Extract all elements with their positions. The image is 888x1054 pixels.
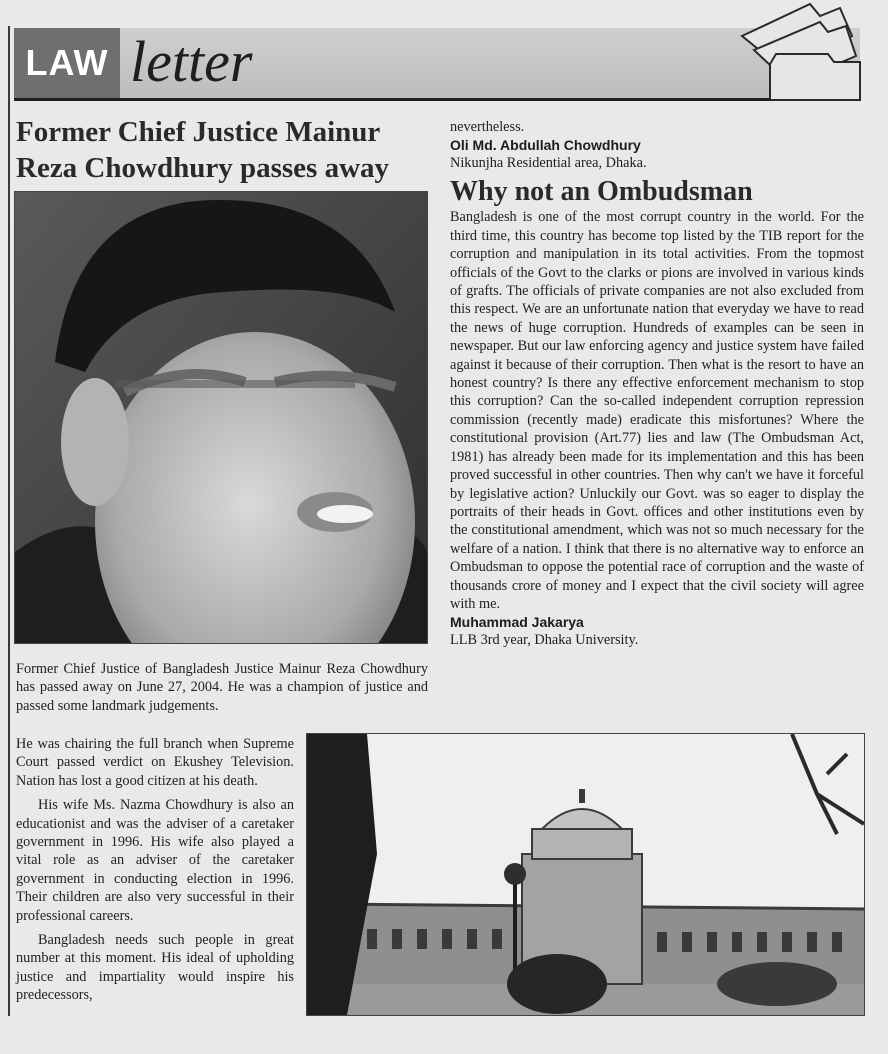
ombudsman-headline: Why not an Ombudsman <box>450 176 753 208</box>
previous-letter-tail: nevertheless. <box>450 119 525 135</box>
previous-letter-address: Nikunjha Residential area, Dhaka. <box>450 155 647 172</box>
obituary-lead-paragraph: Former Chief Justice of Bangladesh Justice Mainur Reza Chowdhury has passed away on June 27, 2004. He was a champion of justice and passed some landmark judgements. <box>16 661 428 714</box>
obituary-narrow-column <box>16 735 294 1005</box>
law-label: LAW <box>14 28 120 98</box>
ombudsman-letter-affiliation: LLB 3rd year, Dhaka University. <box>450 632 639 649</box>
obituary-paragraph-2: His wife Ms. Nazma Chowdhury is also an educationist and was the adviser of a caretaker government in 1996. His wife also played a vital role as an adviser of the caretaker government in conducting election in 1996. Their children are also very successful in their professional careers. <box>16 797 294 924</box>
folders-icon <box>736 0 864 102</box>
letters-column <box>450 118 864 649</box>
ombudsman-letter-signature: Muhammad Jakarya <box>450 614 584 631</box>
portrait-photo <box>14 191 428 644</box>
letter-label: letter <box>130 29 253 94</box>
page-edge-rule <box>8 26 10 1016</box>
ombudsman-letter-body: Bangladesh is one of the most corrupt country in the world. For the third time, this country has become top listed by the TIB report for the corruption and manipulation in its total activities. From the topmost officials of the Govt to the clarks or pions are involved in various kinds of grafts. The officials of private companies are not also excluded from this respect. We are an unfortunate nation that everyday we have to read the news of huge corruption. Hundreds of examples can be seen in newspaper. But our law enforcing agency and justice system have failed against it because of their corruption. Then what is the resort to have an honest country? Is there any effective enforcement mechanism to stop this corruption? Can the so-called independent corruption repression commission (recently made) eradicate this misfortunes? Where the constitutional provision (Art.77) lies and law (The Ombudsman Act, 1981) has already been made for its implementation and this has been proved successful in other countries. Then why can't we have it forceful by legislative action? Unluckily our Govt. was so eager to display the portraits of their heads in Govt. offices and other institutions even by the constitutional amendment, which was not so much necessary for the welfare of a nation. I think that there is no alternative way to enforce an Ombudsman to oppose the potential race of corruption and the waste of thousands crore of money and I expect that the civil society will agree with me. <box>450 209 864 612</box>
previous-letter-signature: Oli Md. Abdullah Chowdhury <box>450 137 641 154</box>
obituary-headline: Former Chief Justice Mainur Reza Chowdhury passes away <box>16 116 390 184</box>
supreme-court-photo <box>306 733 865 1016</box>
obituary-paragraph-3: Bangladesh needs such people in great number at this moment. His ideal of upholding justice and impartiality would inspire his predecessors, <box>16 932 294 1004</box>
masthead-rule <box>14 98 860 101</box>
obituary-paragraph-1-continued: He was chairing the full branch when Supreme Court passed verdict on Ekushey Television. Nation has lost a good citizen at his death. <box>16 736 294 789</box>
